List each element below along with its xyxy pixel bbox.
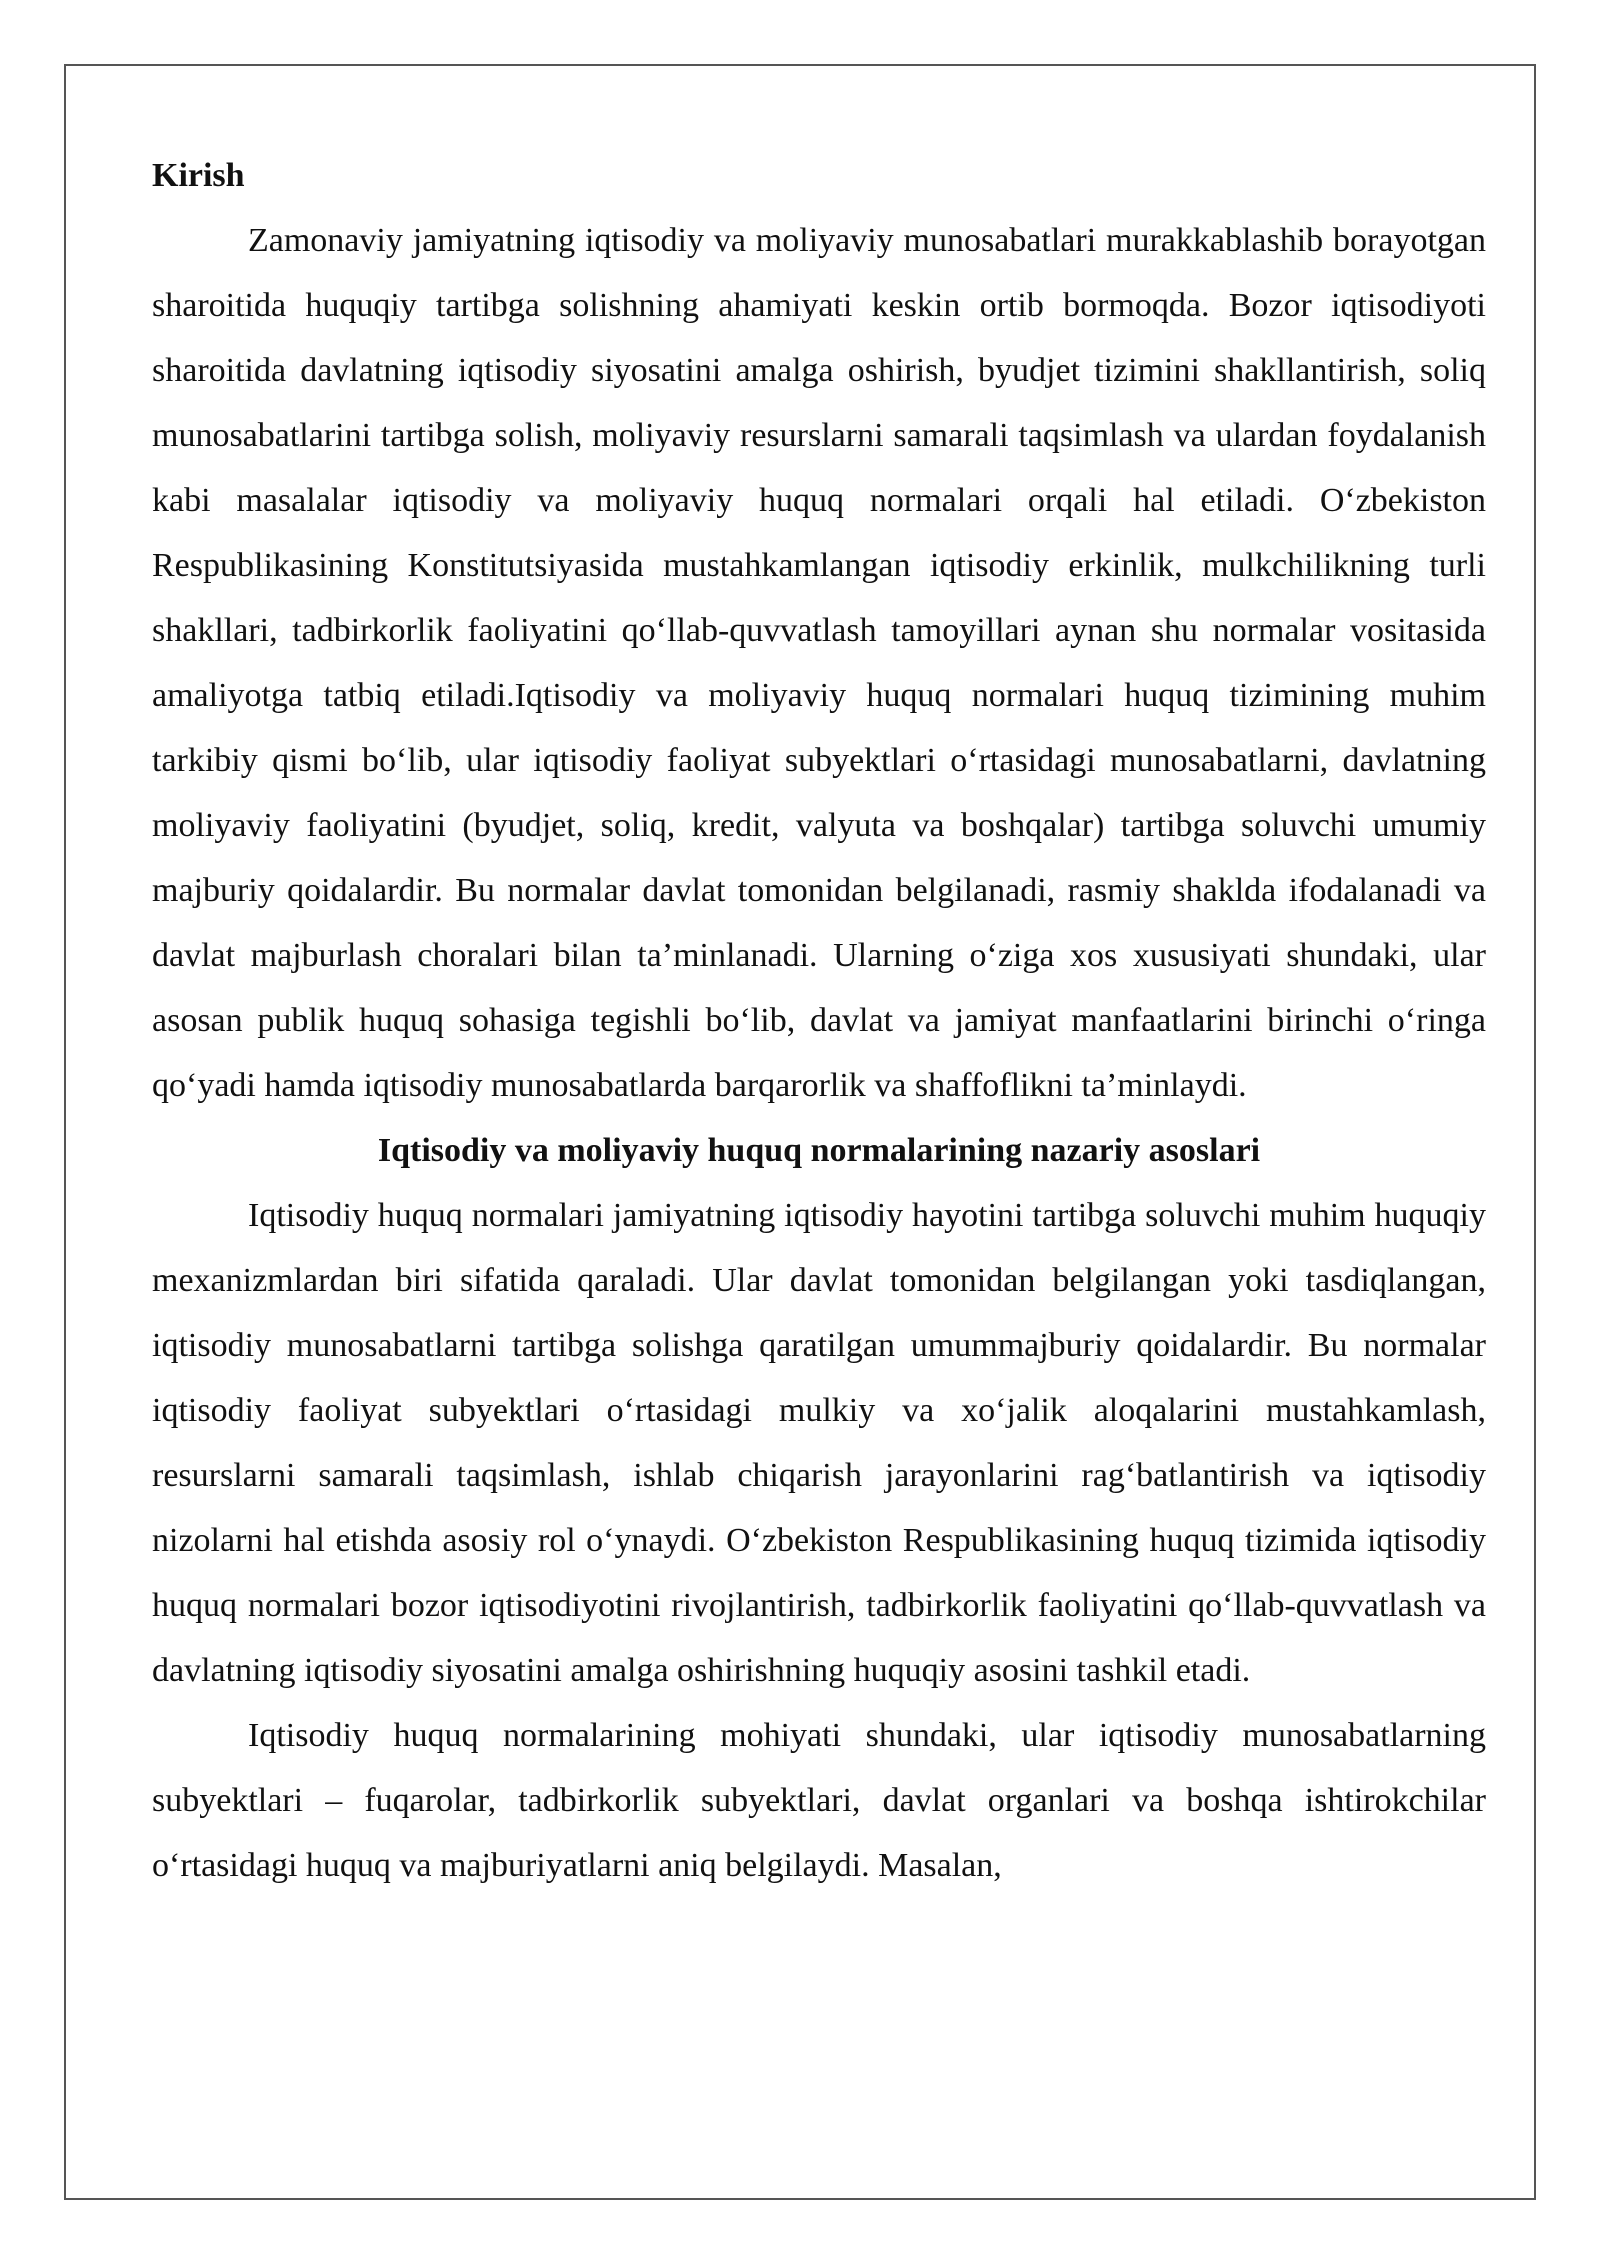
- intro-heading: Kirish: [152, 157, 245, 194]
- section-title: Iqtisodiy va moliyaviy huquq normalarining nazariy asoslari: [377, 1132, 1261, 1169]
- section-paragraph-2: Iqtisodiy huquq normalarining mohiyati shundaki, ular iqtisodiy munosabatlarning subyektlari – fuqarolar, tadbirkorlik subyektlari, davlat organlari va boshqa ishtirokchilar o‘rtasidagi huquq va majburiyatlarni aniq belgilaydi. Masalan,: [152, 1717, 1486, 1884]
- document-body: [152, 143, 1486, 1898]
- intro-paragraph: Zamonaviy jamiyatning iqtisodiy va moliyaviy munosabatlari murakkablashib borayotgan sharoitida huquqiy tartibga solishning ahamiyati keskin ortib bormoqda. Bozor iqtisodiyoti sharoitida davlatning iqtisodiy siyosatini amalga oshirish, byudjet tizimini shakllantirish, soliq munosabatlarini tartibga solish, moliyaviy resurslarni samarali taqsimlash va ulardan foydalanish kabi masalalar iqtisodiy va moliyaviy huquq normalari orqali hal etiladi. O‘zbekiston Respublikasining Konstitutsiyasida mustahkamlangan iqtisodiy erkinlik, mulkchilikning turli shakllari, tadbirkorlik faoliyatini qo‘llab-quvvatlash tamoyillari aynan shu normalar vositasida amaliyotga tatbiq etiladi.Iqtisodiy va moliyaviy huquq normalari huquq tizimining muhim tarkibiy qismi bo‘lib, ular iqtisodiy faoliyat subyektlari o‘rtasidagi munosabatlarni, davlatning moliyaviy faoliyatini (byudjet, soliq, kredit, valyuta va boshqalar) tartibga soluvchi umumiy majburiy qoidalardir. Bu normalar davlat tomonidan belgilanadi, rasmiy shaklda ifodalanadi va davlat majburlash choralari bilan ta’minlanadi. Ularning o‘ziga xos xususiyati shundaki, ular asosan publik huquq sohasiga tegishli bo‘lib, davlat va jamiyat manfaatlarini birinchi o‘ringa qo‘yadi hamda iqtisodiy munosabatlarda barqarorlik va shaffoflikni ta’minlaydi.: [152, 222, 1486, 1104]
- section-paragraph-1: Iqtisodiy huquq normalari jamiyatning iqtisodiy hayotini tartibga soluvchi muhim huquqiy mexanizmlardan biri sifatida qaraladi. Ular davlat tomonidan belgilangan yoki tasdiqlangan, iqtisodiy munosabatlarni tartibga solishga qaratilgan umummajburiy qoidalardir. Bu normalar iqtisodiy faoliyat subyektlari o‘rtasidagi mulkiy va xo‘jalik aloqalarini mustahkamlash, resurslarni samarali taqsimlash, ishlab chiqarish jarayonlarini rag‘batlantirish va iqtisodiy nizolarni hal etishda asosiy rol o‘ynaydi. O‘zbekiston Respublikasining huquq tizimida iqtisodiy huquq normalari bozor iqtisodiyotini rivojlantirish, tadbirkorlik faoliyatini qo‘llab-quvvatlash va davlatning iqtisodiy siyosatini amalga oshirishning huquqiy asosini tashkil etadi.: [152, 1197, 1486, 1689]
